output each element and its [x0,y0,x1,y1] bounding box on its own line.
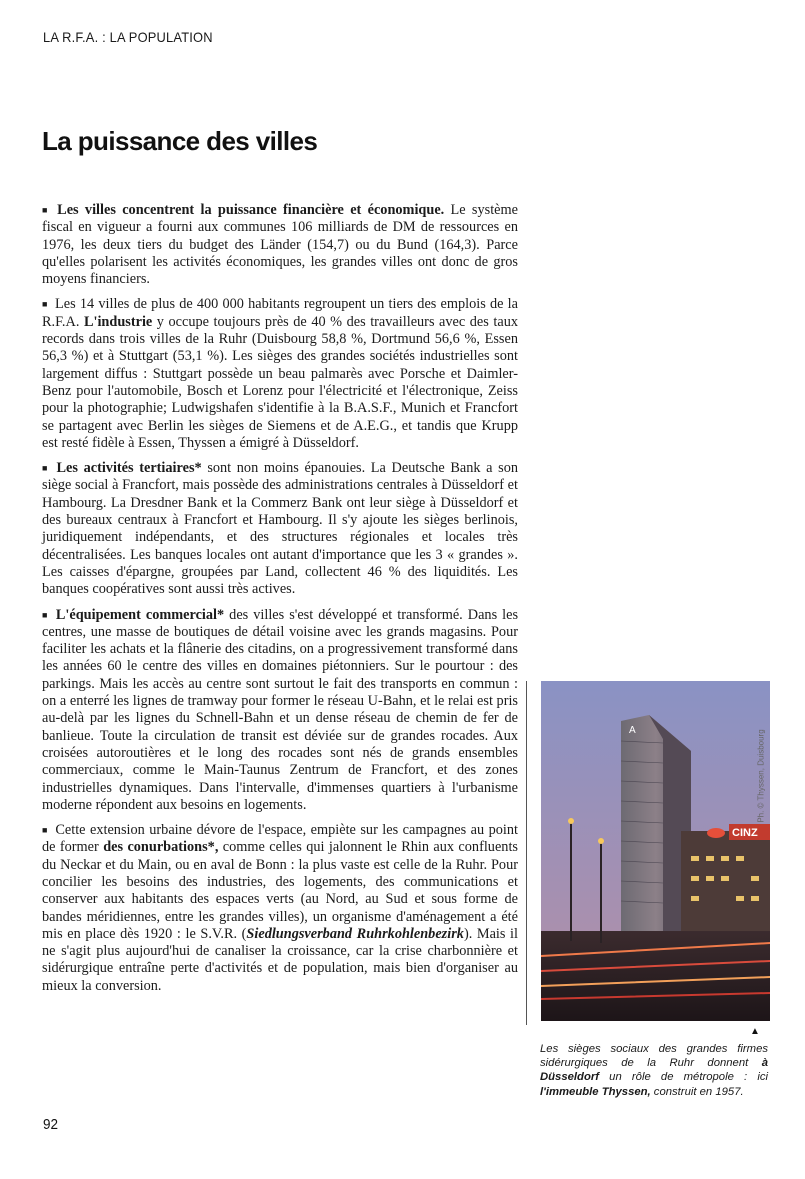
caption-text: Les sièges sociaux des grandes firmes sidérurgiques de la Ruhr donnent [540,1043,768,1070]
caption-text-bold: à Düsseldorf [540,1057,768,1084]
paragraph-text-intro: Les 14 villes de plus de 400 000 habitants regroupent un tiers des emplois de la R.F.A. [42,296,518,330]
neon-sign [707,828,725,838]
paragraph-lead: Les activités tertiaires* [56,460,202,477]
running-header: LA R.F.A. : LA POPULATION [43,29,213,45]
bullet-icon: ■ [42,825,49,836]
page-title: La puissance des villes [42,126,318,156]
caption-text: un rôle de métropole : ici [599,1071,768,1084]
paragraph-text: ). Mais il ne s'agit plus aujourd'hui de canaliser la croissance, car la crise charbonnière et sidérurgique entraîne perte d'activités et de population, mais bien d'organiser au mieux la conversion. [42,925,518,994]
caption-marker-icon: ▲ [750,1026,760,1037]
thyssen-building-photo [541,681,770,1021]
paragraph-text-intro: Cette extension urbaine dévore de l'espace, empiète sur les campagnes au point de former [42,822,519,856]
paragraph-industry [42,296,518,452]
paragraph-text: des villes s'est développé et transformé. Dans les centres, une masse de boutiques de détail voisine avec les grands magasins. Pour faciliter les achats et la flânerie des citadins, on a progressivement transformé dans les années 60 le centre des villes en domaines piétonniers. Sur le pourtour : des parkings. Mais les accès au centre sont surtout le fait des transports en commun : on a enterré les lignes de tramway pour former le réseau U-Bahn, et le relai est pris au-delà par les lignes du Schnell-Bahn et un dense réseau de chemin de fer de banlieue. Toute la circulation de transit est déviée sur de grandes rocades. Aux croisées autoroutières et le long des rocades sont nés de grands ensembles commerciaux, comme le Main-Taunus Zentrum de Francfort, et des zones industrielles dynamiques. Dans l'intervalle, d'immenses quartiers à l'urbanisme moderne répondent aux besoins en logements. [42,606,519,813]
bullet-icon: ■ [42,463,50,474]
paragraph-lead: L'industrie [83,313,153,330]
paragraph-lead: Les villes concentrent la puissance financière et économique. [57,202,445,218]
paragraph-text: Le système fiscal en vigueur a fourni aux communes 106 milliards de DM de ressources en 1976, les deux tiers du budget des Länder (154,7) ou du Bund (164,3). Parce qu'elles polarisent les activités économiques, les grandes villes ont donc de gros moyens financiers. [42,202,518,288]
paragraph-text: y occupe toujours près de 40 % des travailleurs avec des taux records dans trois villes de la Ruhr (Duisbourg 58,8 %, Dortmund 56,6 %, Essen 56,3 %) et à Stuttgart (53,1 %). Les sièges des grandes sociétés industrielles sont largement diffus : Stuttgart possède un beau palmarès avec Porsche et Daimler-Benz pour l'automobile, Bosch et Lorenz pour l'électricité et l'électronique, Zeiss pour la photographie; Ludwigshafen s'identifie à la B.A.S.F., Munich et Francfort se partagent avec Berlin les sièges de Siemens et de A.E.G., et tandis que Krupp est resté fidèle à Essen, Thyssen a émigré à Düsseldorf. [42,313,518,451]
bullet-icon: ■ [42,299,49,310]
page-number: 92 [43,1116,59,1133]
paragraph-commerce [42,607,518,815]
paragraph-finances [42,202,518,288]
caption-text-bold: l'immeuble Thyssen, [540,1085,651,1098]
photo-figure [526,681,772,1025]
photo-credit: Ph. © Thyssen, Duisbourg [756,729,766,823]
paragraph-lead: L'équipement commercial* [55,606,225,623]
bullet-icon: ■ [42,609,49,620]
paragraph-conurbations [42,822,518,995]
paragraph-italic-term: Siedlungsverband Ruhrkohlenbezirk [246,925,464,942]
tower-logo-icon: A [629,725,636,736]
lamp-light [598,838,604,844]
lamp-light [568,818,574,824]
caption-text: construit en 1957. [650,1085,744,1098]
paragraph-text: sont non moins épanouies. La Deutsche Bank a son siège social à Francfort, mais possède des administrations centrales à Düsseldorf et Hambourg. La Dresdner Bank et la Commerz Bank ont leur siège à Düsseldorf et des bureaux centraux à Francfort et Hambourg. Il s'y ajoute les sièges berlinois, juridiquement indépendants, et des structures régionales et locales très décentralisées. Les banques locales ont autant d'importance que les 3 « grandes ». Les caisses d'épargne, groupées par Land, collectent 46 % des liquidités. Les banques coopératives sont aussi très actives. [42,460,518,598]
paragraph-text-middle: comme celles qui jalonnent le Rhin aux confluents du Neckar et du Main, ou en aval de Bonn : la plus vaste est celle de la Ruhr. Pour concilier les besoins des industries, des logements, des communications et conserver aux habitants des espaces verts (au Nord, au Sud et sous forme de bandes méridiennes, entre les grandes villes), un organisme d'aménagement a été mis en place dès 1920 : le S.V.R. ( [42,839,518,942]
bullet-icon: ■ [42,205,51,215]
article-body [42,202,518,1003]
cinzano-sign-text: CINZ [732,827,758,839]
paragraph-lead: des conurbations*, [103,839,219,856]
photo-caption [540,1042,768,1099]
paragraph-tertiary [42,460,518,598]
